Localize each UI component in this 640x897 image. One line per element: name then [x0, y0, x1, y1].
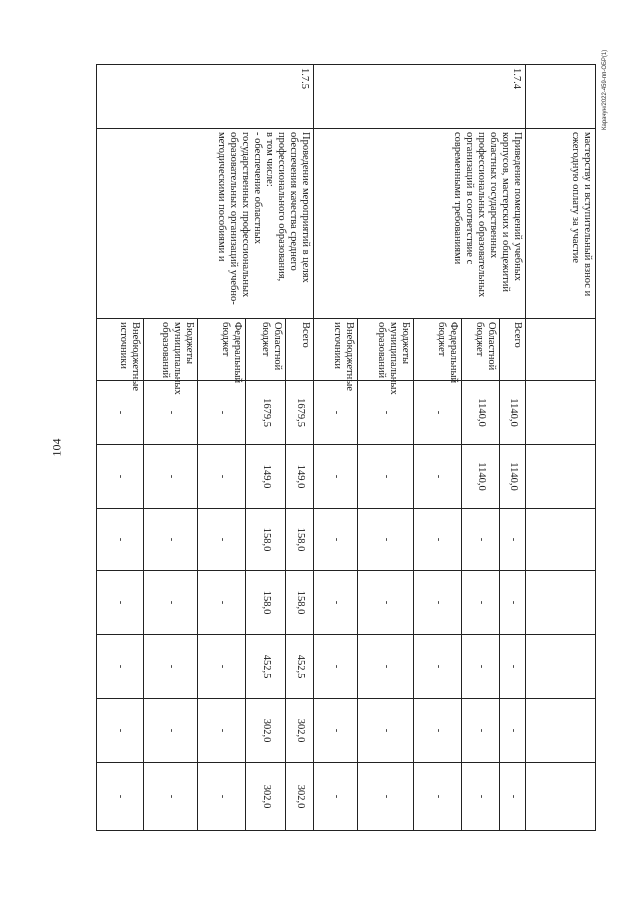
value-cell: 158,0 [286, 509, 314, 571]
row-description: Проведение мероприятий в целях обеспечения качества среднего профессионального образования, в том числе: - обеспечение областных государственных профессиональных образовательных организаций учебно-методическими пособиями и [97, 129, 314, 319]
page-number: 104 [49, 438, 64, 457]
value-cell: - [414, 509, 462, 571]
row-source: Внебюджетные источники [314, 319, 358, 381]
value-cell: - [462, 509, 500, 571]
value-cell: 1140,0 [462, 445, 500, 509]
value-cell [526, 571, 596, 635]
row-index: 1.7.4 [314, 65, 526, 129]
value-cell [526, 699, 596, 763]
value-cell [526, 635, 596, 699]
value-cell: - [358, 699, 414, 763]
value-cell: - [358, 381, 414, 445]
value-cell: - [198, 699, 246, 763]
value-cell: - [414, 763, 462, 831]
row-index: 1.7.5 [97, 65, 314, 129]
value-cell: 1679,5 [286, 381, 314, 445]
value-cell: - [144, 763, 198, 831]
value-cell: 302,0 [286, 763, 314, 831]
row-source: Бюджеты муниципальных образований [358, 319, 414, 381]
value-cell: - [462, 699, 500, 763]
value-cell: - [500, 635, 526, 699]
value-cell: - [462, 571, 500, 635]
row-source: Федеральный бюджет [414, 319, 462, 381]
value-cell: - [414, 635, 462, 699]
value-cell: - [358, 763, 414, 831]
document-stamp: Карачун/2022-459-пп-ОБР(1) [602, 49, 608, 130]
value-cell: - [414, 381, 462, 445]
value-cell: - [198, 381, 246, 445]
row-source: Областной бюджет [246, 319, 286, 381]
value-cell: - [314, 763, 358, 831]
value-cell: 302,0 [246, 763, 286, 831]
value-cell [526, 381, 596, 445]
value-cell: - [358, 635, 414, 699]
table-row [526, 65, 596, 831]
value-cell: - [144, 571, 198, 635]
value-cell: - [97, 381, 144, 445]
value-cell: 158,0 [246, 571, 286, 635]
value-cell: 1140,0 [500, 381, 526, 445]
value-cell: 149,0 [286, 445, 314, 509]
row-source: Внебюджетные источники [97, 319, 144, 381]
value-cell: - [97, 571, 144, 635]
value-cell: 1679,5 [246, 381, 286, 445]
value-cell: - [414, 445, 462, 509]
value-cell: 1140,0 [462, 381, 500, 445]
value-cell: - [462, 635, 500, 699]
value-cell [526, 763, 596, 831]
value-cell: 1140,0 [500, 445, 526, 509]
value-cell: - [97, 763, 144, 831]
value-cell: - [314, 635, 358, 699]
value-cell: - [358, 509, 414, 571]
value-cell: - [314, 699, 358, 763]
value-cell: - [500, 699, 526, 763]
value-cell: - [97, 445, 144, 509]
value-cell: - [358, 571, 414, 635]
row-source: Областной бюджет [462, 319, 500, 381]
value-cell: - [358, 445, 414, 509]
table-row [500, 65, 526, 831]
value-cell: - [144, 381, 198, 445]
value-cell: - [500, 763, 526, 831]
value-cell: - [144, 635, 198, 699]
value-cell: - [198, 445, 246, 509]
value-cell: 452,5 [286, 635, 314, 699]
table-row [286, 65, 314, 831]
row-source: Всего [500, 319, 526, 381]
value-cell: - [198, 509, 246, 571]
row-description: Приведение помещений учебных корпусов, мастерских и общежитий областных государственных профессиональных образовательных организаций в соответствие с современными требованиями [314, 129, 526, 319]
row-source [526, 319, 596, 381]
value-cell: 302,0 [246, 699, 286, 763]
value-cell: - [462, 763, 500, 831]
value-cell: 452,5 [246, 635, 286, 699]
value-cell: - [314, 381, 358, 445]
value-cell: - [500, 571, 526, 635]
value-cell [526, 509, 596, 571]
value-cell: - [414, 699, 462, 763]
rotated-table-wrapper [96, 64, 596, 830]
value-cell: - [198, 635, 246, 699]
value-cell: - [314, 445, 358, 509]
value-cell: - [414, 571, 462, 635]
row-source: Федеральный бюджет [198, 319, 246, 381]
value-cell: - [314, 571, 358, 635]
value-cell: 158,0 [246, 509, 286, 571]
value-cell: - [198, 763, 246, 831]
value-cell: - [500, 509, 526, 571]
value-cell: - [314, 509, 358, 571]
budget-table [96, 64, 596, 831]
row-index [526, 65, 596, 129]
value-cell: - [144, 509, 198, 571]
value-cell: - [198, 571, 246, 635]
value-cell: - [97, 635, 144, 699]
row-description: мастерству и вступительный взнос и сжегодную оплату за участие [526, 129, 596, 319]
value-cell: 158,0 [286, 571, 314, 635]
value-cell: - [97, 509, 144, 571]
row-source: Бюджеты муниципальных образований [144, 319, 198, 381]
value-cell: - [97, 699, 144, 763]
value-cell [526, 445, 596, 509]
value-cell: - [144, 699, 198, 763]
value-cell: - [144, 445, 198, 509]
value-cell: 149,0 [246, 445, 286, 509]
row-source: Всего [286, 319, 314, 381]
value-cell: 302,0 [286, 699, 314, 763]
